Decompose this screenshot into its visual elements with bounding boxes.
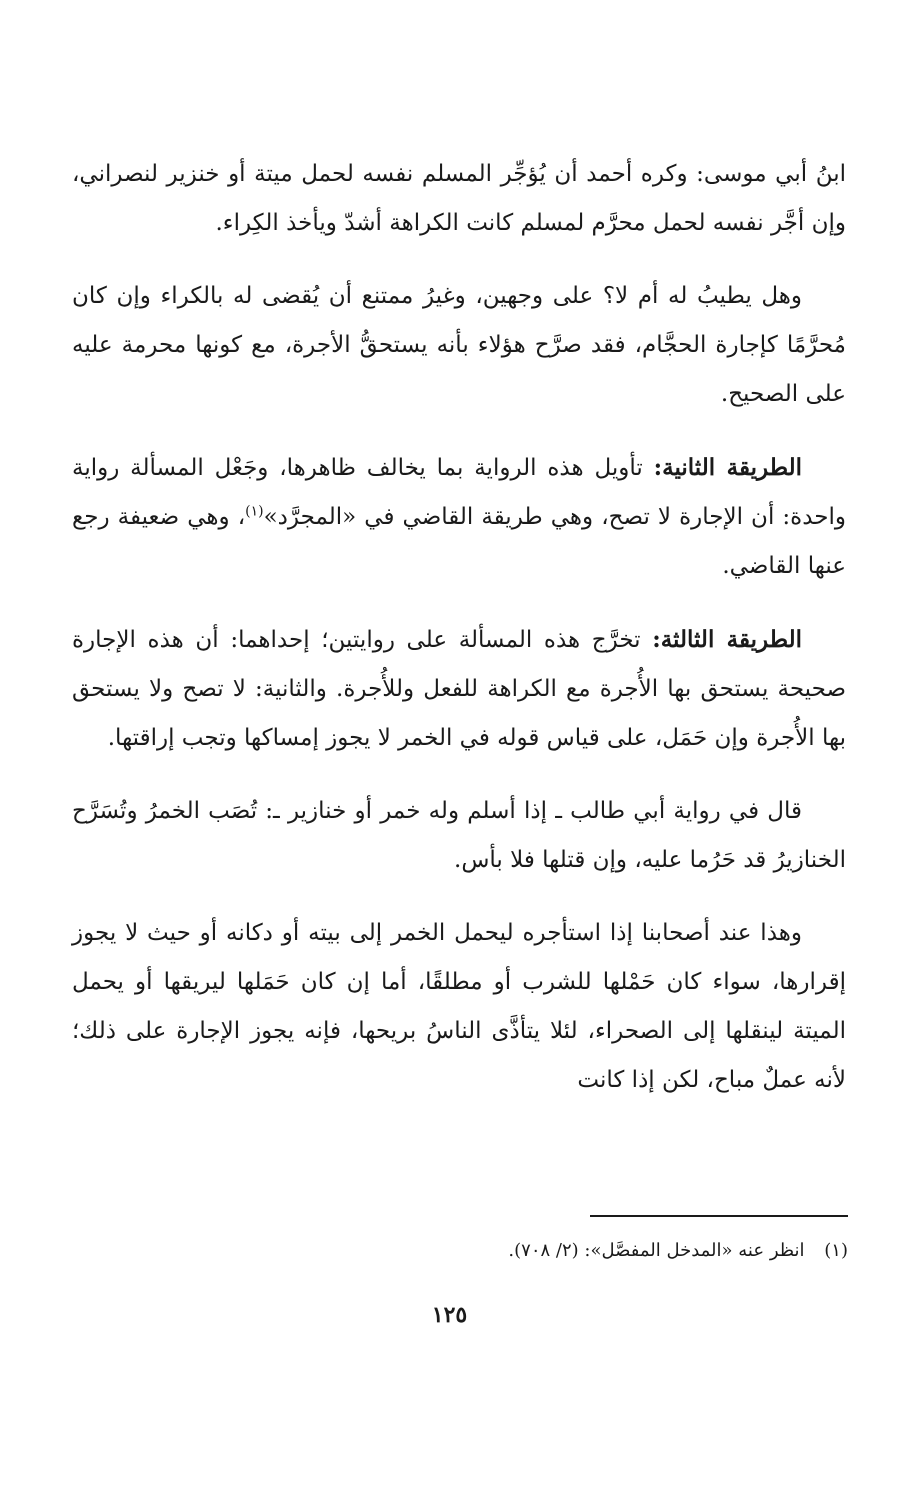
paragraph-2 xyxy=(72,272,846,419)
paragraph-5 xyxy=(72,787,846,885)
footnote-number: (١) xyxy=(824,1240,848,1261)
paragraph-2-text: وهل يطيبُ له أم لا؟ على وجهين، وغيرُ ممتنع أن يُقضى له بالكراء وإن كان مُحرَّمًا كإجارة الحجَّام، فقد صرَّح هؤلاء بأنه يستحقُّ الأجرة، مع كونها محرمة عليه على الصحيح. xyxy=(72,283,846,407)
paragraph-4-heading: الطريقة الثالثة: xyxy=(652,626,802,653)
footnote-reference[interactable]: (١) xyxy=(245,503,264,520)
paragraph-1 xyxy=(72,150,846,248)
page-number: ١٢٥ xyxy=(431,1302,468,1328)
paragraph-6-text: وهذا عند أصحابنا إذا استأجره ليحمل الخمر إلى بيته أو دكانه أو حيث لا يجوز إقرارها، سواء كان حَمْلها للشرب أو مطلقًا، أما إن كان حَمَلها ليريقها أو يحمل الميتة لينقلها إلى الصحراء، لئلا يتأذَّى الناسُ بريحها، فإنه يجوز الإجارة على ذلك؛ لأنه عملٌ مباح، لكن إذا كانت xyxy=(72,920,846,1093)
footnote-text: انظر عنه «المدخل المفصَّل»: (٢/ ٧٠٨). xyxy=(508,1240,805,1261)
paragraph-3 xyxy=(72,443,846,591)
paragraph-5-text: قال في رواية أبي طالب ـ إذا أسلم وله خمر أو خنازير ـ: تُصَب الخمرُ وتُسَرَّح الخنازيرُ قد حَرُما عليه، وإن قتلها فلا بأس. xyxy=(72,798,846,873)
paragraph-4 xyxy=(72,615,846,763)
page-body xyxy=(72,150,846,1129)
paragraph-1-text: ابنُ أبي موسى: وكره أحمد أن يُؤجِّر المسلم نفسه لحمل ميتة أو خنزير لنصراني، وإن أجَّر نفسه لحمل محرَّم لمسلم كانت الكراهة أشدّ ويأخذ الكِراء. xyxy=(72,161,846,236)
paragraph-3-heading: الطريقة الثانية: xyxy=(653,454,803,481)
paragraph-3-text: تأويل هذه الرواية بما يخالف ظاهرها، وجَعْل المسألة رواية واحدة: أن الإجارة لا تصح، وهي طريقة القاضي في «المجرَّد» xyxy=(72,455,846,530)
paragraph-4-text: تخرَّج هذه المسألة على روايتين؛ إحداهما: أن هذه الإجارة صحيحة يستحق بها الأُجرة مع الكراهة للفعل وللأُجرة. والثانية: لا تصح ولا يستحق بها الأُجرة وإن حَمَل، على قياس قوله في الخمر لا يجوز إمساكها وتجب إراقتها. xyxy=(72,627,846,751)
paragraph-3-text-after: ، وهي ضعيفة رجع عنها القاضي. xyxy=(72,504,846,579)
footnote-separator xyxy=(590,1215,848,1217)
paragraph-6 xyxy=(72,909,846,1105)
footnote xyxy=(72,1236,848,1266)
